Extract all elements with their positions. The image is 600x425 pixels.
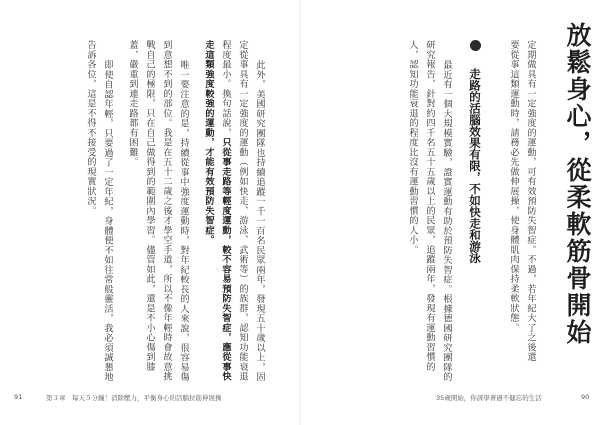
page-title: 放鬆身心，從柔軟筋骨開始 bbox=[563, 22, 592, 346]
section-line-3: 人，認知功能衰退的程度比沒有運動習慣的人小。 bbox=[407, 40, 418, 255]
intro-line-2: 要從事這類運動時，請務必先做伸展操，使身體肌肉保持柔軟狀態。 bbox=[508, 40, 519, 333]
body-line-2: 定從事具有一定強度的運動（例如快走、游泳、武術等）的族群，認知功能衰退 bbox=[237, 40, 248, 382]
body-line-6: 到意想不到的部位。我是在五十二歲之後才學空手道，所以不像年輕時會故意挑 bbox=[161, 40, 172, 382]
body-line-7: 戰自己的極限，只在自己做得到的範圍內學習。儘管如此，還是不小心傷到膝 bbox=[144, 40, 155, 372]
body-line-4-emphasis: 走這類強度較強的運動，才能有效預防失智症。 bbox=[203, 40, 214, 245]
body-line-3 bbox=[217, 40, 234, 382]
page-number-right: 90 bbox=[581, 393, 590, 401]
body-line-5: 唯一要注意的是，持續從事中強度運動時，對年紀較長的人來說，很容易傷 bbox=[178, 60, 189, 382]
section-line-1: 最近有一個大規模實驗，證實運動有助於預防失智症。根據德國研究團隊的 bbox=[441, 60, 452, 382]
footer-chapter-right: 35歲開始，你該學著過不健忘的生活 bbox=[436, 394, 542, 402]
bullet-icon bbox=[470, 40, 481, 51]
body-line-8: 蓋，嚴重到連走路都有困難。 bbox=[127, 40, 138, 167]
body-line-3-emphasis: 只從事走路等輕度運動，較不容易預防失智症，應從事快 bbox=[220, 137, 231, 382]
page-number-left: 91 bbox=[14, 393, 23, 401]
section-heading-text: 走路的活腦效果有限，不如快走和游泳 bbox=[468, 68, 482, 264]
right-page bbox=[300, 0, 600, 425]
section-heading bbox=[466, 40, 483, 340]
section-line-2: 研究報告，針對約四千名五十五歲以上的民眾，追蹤兩年，發現有運動習慣的 bbox=[424, 40, 435, 372]
body-line-10: 告訴各位，這是不得不接受的現實狀況。 bbox=[85, 40, 96, 216]
intro-line-1: 定期做具有一定強度的運動，可有效預防失智症。不過，若年紀大了之後還 bbox=[525, 40, 536, 362]
body-line-4 bbox=[200, 40, 217, 340]
body-line-1: 此外，美國研究團隊也持續追蹤一千一百名民眾兩年，發現五十歲以上，固 bbox=[254, 60, 265, 382]
body-line-3-plain: 程度最小。換句話說， bbox=[220, 40, 231, 138]
footer-chapter-left: 第３章 每天５分鐘！消除壓力，平衡身心的活腦拉筋伸展操 bbox=[46, 394, 222, 402]
body-line-9: 即使自認年輕，只要過了一定年紀，身體便不如往常般靈活，我必須誠懇地 bbox=[102, 60, 113, 382]
